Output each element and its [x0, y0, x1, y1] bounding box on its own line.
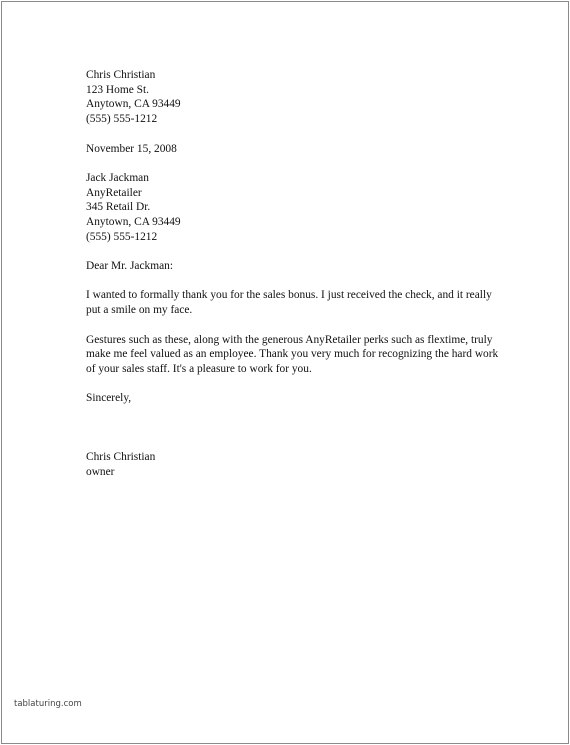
signature-title: owner [86, 465, 115, 478]
watermark-text: tablaturing.com [14, 699, 82, 709]
letter-date: November 15, 2008 [86, 142, 177, 155]
sender-name: Chris Christian [86, 69, 156, 81]
sender-street: 123 Home St. [86, 83, 149, 96]
recipient-street: 345 Retail Dr. [86, 201, 151, 214]
letter-body [86, 68, 506, 479]
signature-name: Chris Christian [86, 451, 156, 464]
closing: Sincerely, [86, 392, 132, 405]
recipient-company: AnyRetailer [86, 186, 142, 199]
sender-address [86, 68, 506, 127]
recipient-phone: (555) 555-1212 [86, 230, 158, 243]
letter-page [1, 1, 569, 744]
recipient-name: Jack Jackman [86, 171, 149, 184]
sender-phone: (555) 555-1212 [86, 113, 158, 126]
body-paragraph-1: I wanted to formally thank you for the sales bonus. I just received the check, and it really put a smile on my face. [86, 289, 492, 317]
body-paragraph-2: Gestures such as these, along with the generous AnyRetailer perks such as flextime, truly make me feel valued as an employee. Thank you very much for recognizing the hard work of your sales staff. It's a pleasure to work for you. [86, 333, 499, 375]
salutation: Dear Mr. Jackman: [86, 260, 173, 273]
recipient-city-state-zip: Anytown, CA 93449 [86, 216, 181, 228]
recipient-address [86, 171, 506, 245]
sender-city-state-zip: Anytown, CA 93449 [86, 98, 181, 111]
